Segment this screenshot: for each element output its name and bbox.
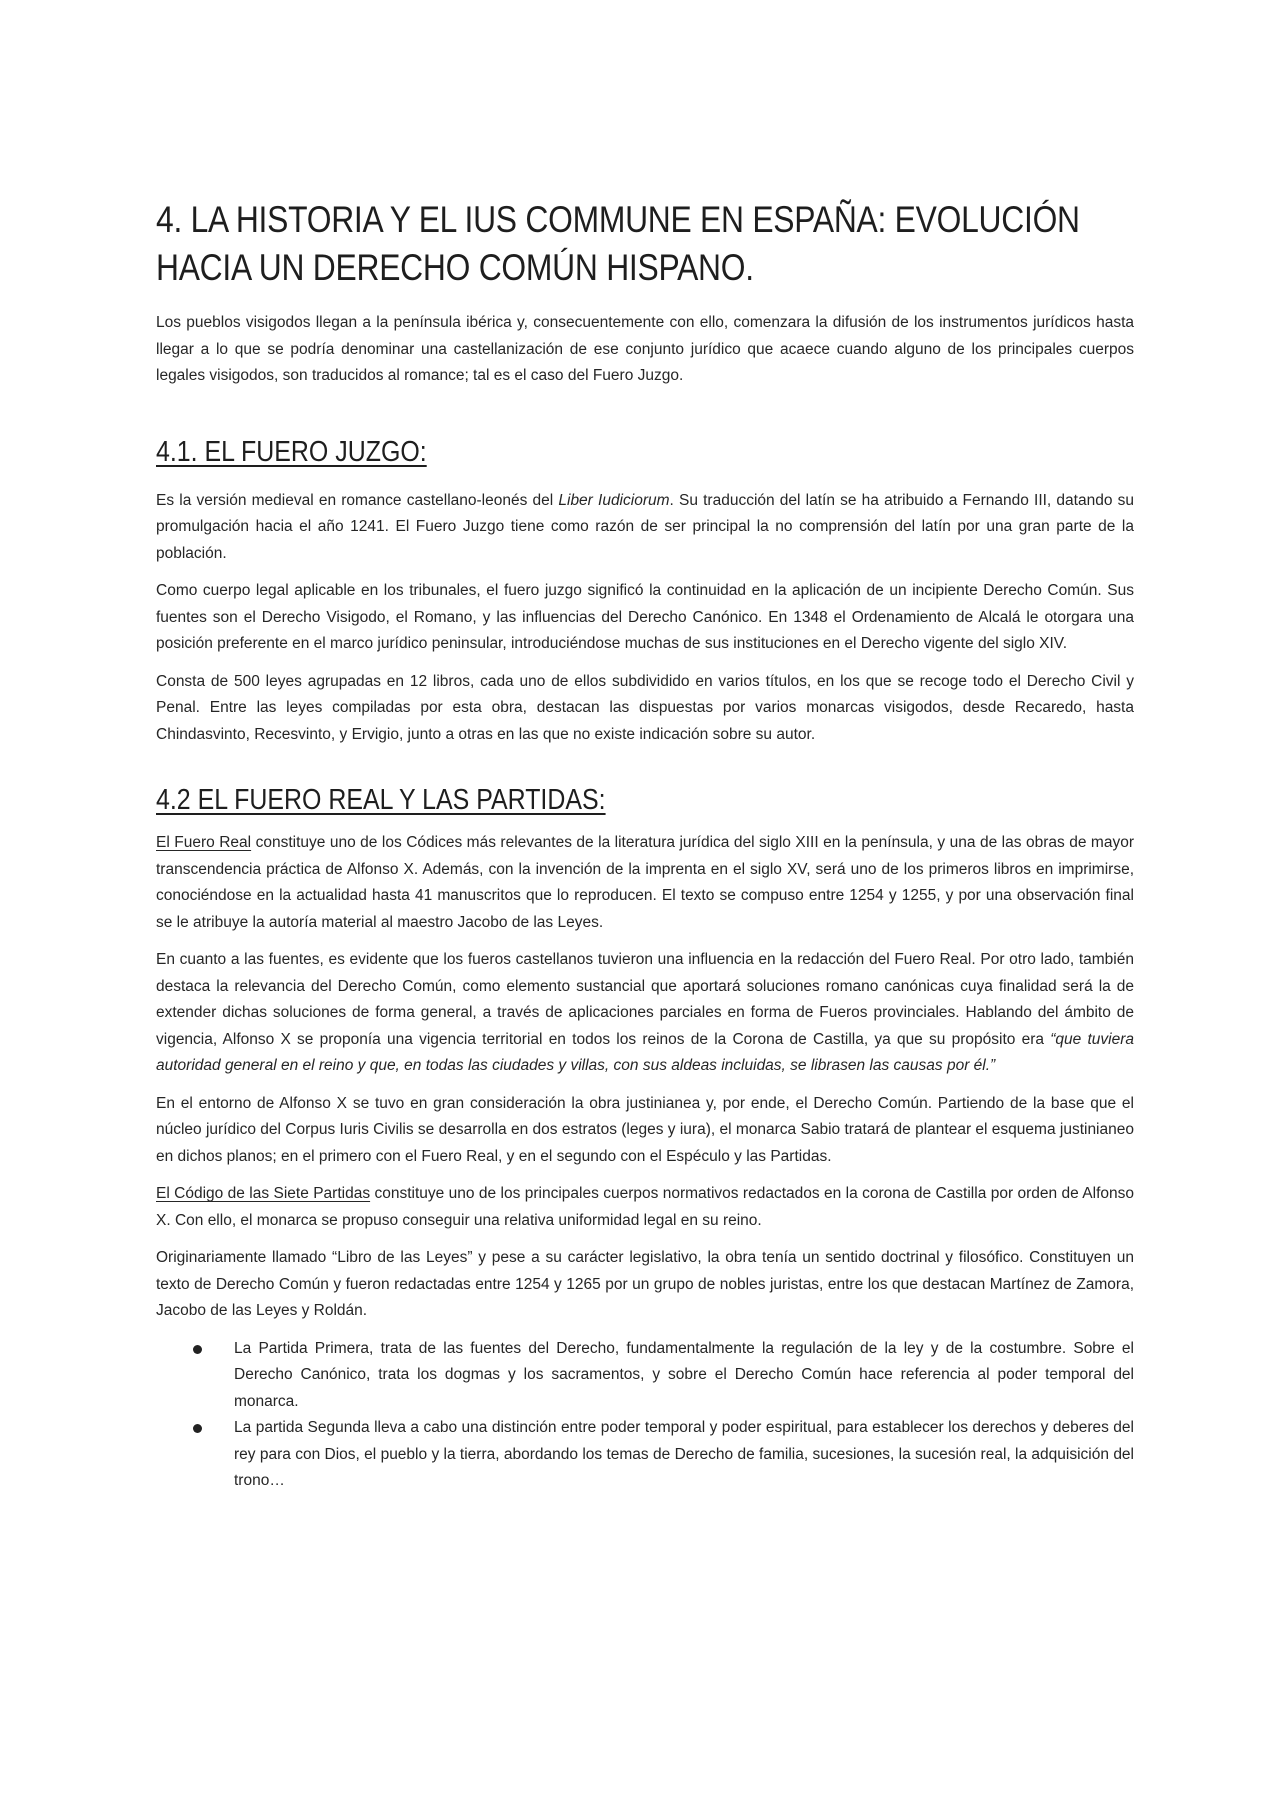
s41-p1-text-b: . Su traducción del latín se ha atribuido a Fernando III, datando su promulgación hacia el año 1241. El Fuero Juzgo tiene como razón de ser principal la no comprensión del latín por una gran parte de la población. [156,491,1134,562]
partidas-bullet-list [156,1336,1134,1495]
page-title: 4. LA HISTORIA Y EL IUS COMMUNE EN ESPAÑA: EVOLUCIÓN HACIA UN DERECHO COMÚN HISPANO. [156,199,1080,288]
s42-p4-text: constituye uno de los principales cuerpos normativos redactados en la corona de Castilla por orden de Alfonso X. Con ello, el monarca se propuso conseguir una relativa uniformidad legal en su reino. [156,1185,1134,1229]
list-item [156,1336,1134,1416]
list-item [156,1415,1134,1495]
s42-p2-quote: “que tuviera autoridad general en el reino y que, en todas las ciudades y villas, con sus aldeas incluidas, se librasen las causas por él.” [156,1030,1134,1074]
s42-paragraph-5: Originariamente llamado “Libro de las Leyes” y pese a su carácter legislativo, la obra tenía un sentido doctrinal y filosófico. Constituyen un texto de Derecho Común y fueron redactadas entre 1254 y 1265 por un grupo de nobles juristas, entre los que destacan Martínez de Zamora, Jacobo de las Leyes y Roldán. [156,1249,1134,1319]
s41-paragraph-2: Como cuerpo legal aplicable en los tribunales, el fuero juzgo significó la continuidad en la aplicación de un incipiente Derecho Común. Sus fuentes son el Derecho Visigodo, el Romano, y las influencias del Derecho Canónico. En 1348 el Ordenamiento de Alcalá le otorgara una posición preferente en el marco jurídico peninsular, introduciéndose muchas de sus instituciones en el Derecho vigente del siglo XIV. [156,582,1134,652]
intro-paragraph: Los pueblos visigodos llegan a la península ibérica y, consecuentemente con ello, comenzara la difusión de los instrumentos jurídicos hasta llegar a lo que se podría denominar una castellanización de ese conjunto jurídico que acaece cuando alguno de los principales cuerpos legales visigodos, son traducidos al romance; tal es el caso del Fuero Juzgo. [156,314,1134,384]
s42-paragraph-2 [156,947,1134,1080]
list-item-text: La partida Segunda lleva a cabo una distinción entre poder temporal y poder espiritual, para establecer los derechos y deberes del rey para con Dios, el pueblo y la tierra, abordando los temas de Derecho de familia, sucesiones, la sucesión real, la adquisición del trono… [234,1419,1134,1489]
section-4-2-heading: 4.2 EL FUERO REAL Y LAS PARTIDAS: [156,784,606,816]
section-4-1-heading: 4.1. EL FUERO JUZGO: [156,435,427,468]
s41-paragraph-1 [156,488,1134,568]
s42-paragraph-4 [156,1181,1134,1234]
s42-paragraph-1 [156,830,1134,936]
bullet-icon [193,1424,202,1433]
document-page [156,196,1134,1495]
list-item-text: La Partida Primera, trata de las fuentes del Derecho, fundamentalmente la regulación de la ley y de la costumbre. Sobre el Derecho Canónico, trata los dogmas y los sacramentos, y sobre el Derecho Común hace referencia al poder temporal del monarca. [234,1339,1134,1410]
s42-p2-text: En cuanto a las fuentes, es evidente que los fueros castellanos tuvieron una influencia en la redacción del Fuero Real. Por otro lado, también destaca la relevancia del Derecho Común, como elemento sustancial que aportará soluciones romano canónicas cuya finalidad será la de extender dichas soluciones de forma general, a través de aplicaciones parciales en forma de Fueros provinciales. Hablando del ámbito de vigencia, Alfonso X se proponía una vigencia territorial en todos los reinos de la Corona de Castilla, ya que su propósito era [156,951,1134,1048]
siete-partidas-term: El Código de las Siete Partidas [156,1185,371,1202]
s42-paragraph-3: En el entorno de Alfonso X se tuvo en gran consideración la obra justinianea y, por ende, el Derecho Común. Partiendo de la base que el núcleo jurídico del Corpus Iuris Civilis se desarrolla en dos estratos (leges y iura), el monarca Sabio tratará de plantear el esquema justinianeo en dichos planos; en el primero con el Fuero Real, y en el segundo con el Espéculo y las Partidas. [156,1094,1134,1165]
fuero-real-term: El Fuero Real [156,834,252,851]
bullet-icon [193,1345,202,1354]
liber-iudiciorum-term: Liber Iudiciorum [558,491,670,509]
s42-p1-text: constituye uno de los Códices más relevantes de la literatura jurídica del siglo XIII en la península, y una de las obras de mayor transcendencia práctica de Alfonso X. Además, con la invención de la imprenta en el siglo XV, será uno de los primeros libros en imprimirse, conociéndose en la actualidad hasta 41 manuscritos que lo reproducen. El texto se compuso entre 1254 y 1255, y por una observación final se le atribuye la autoría material al maestro Jacobo de las Leyes. [156,834,1134,931]
s41-p1-text-a: Es la versión medieval en romance castellano-leonés del [156,491,559,509]
s41-paragraph-3: Consta de 500 leyes agrupadas en 12 libros, cada uno de ellos subdividido en varios títulos, en los que se recoge todo el Derecho Civil y Penal. Entre las leyes compiladas por esta obra, destacan las dispuestas por varios monarcas visigodos, desde Recaredo, hasta Chindasvinto, Recesvinto, y Ervigio, junto a otras en las que no existe indicación sobre su autor. [156,672,1134,743]
